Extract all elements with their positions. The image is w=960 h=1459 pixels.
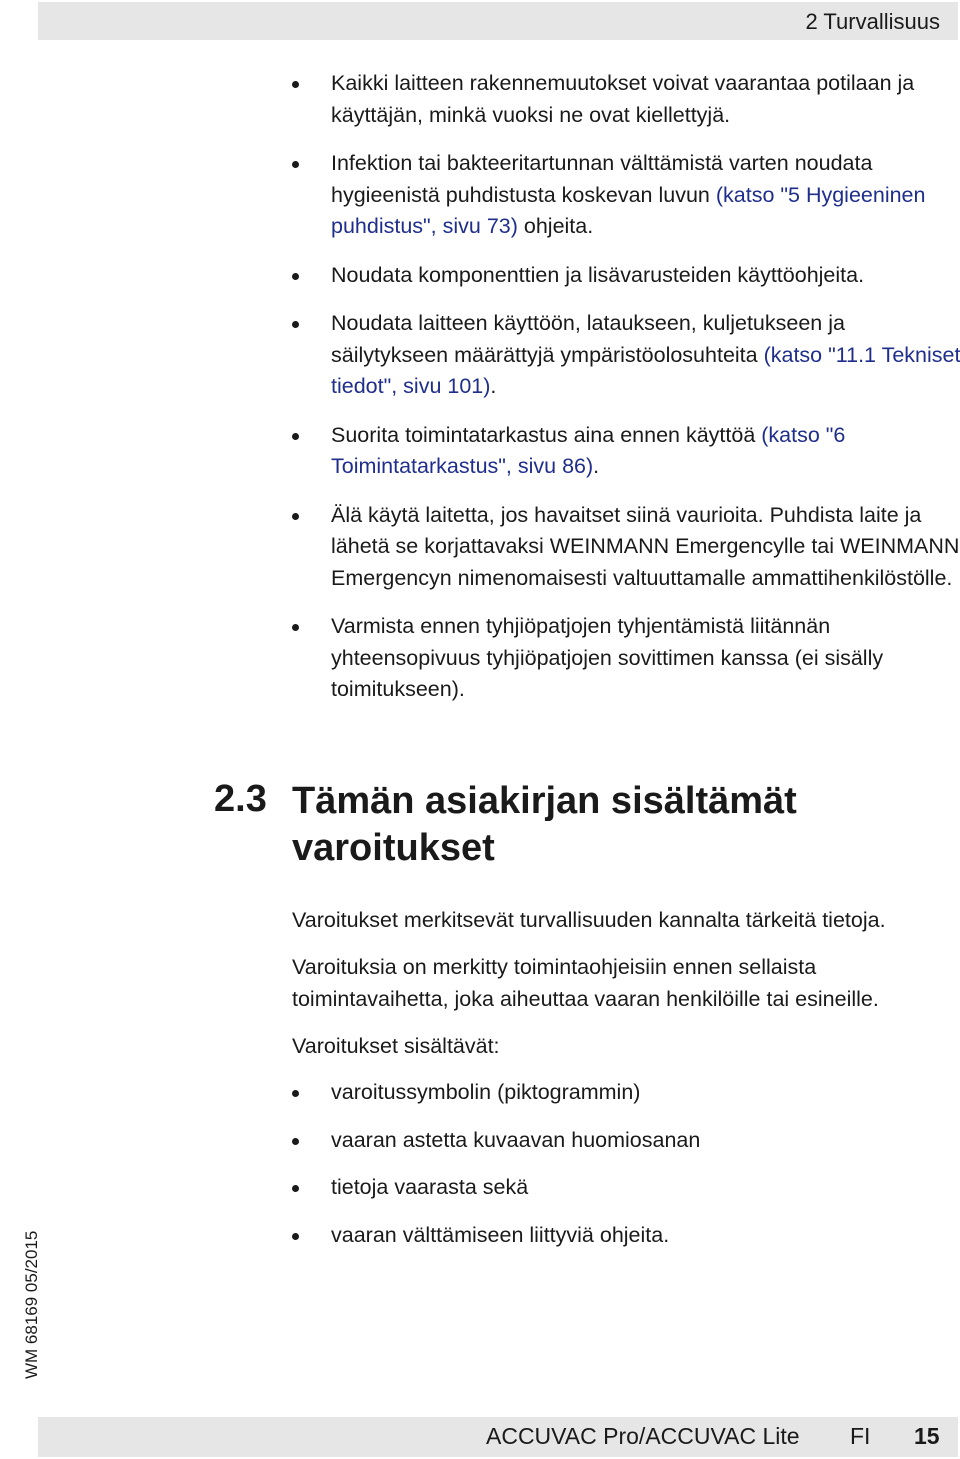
cross-reference-link[interactable]: (katso "6 Toimintatarkastus", sivu 86) bbox=[331, 422, 846, 478]
list-item: Älä käytä laitetta, jos havaitset siinä vaurioita. Puhdista laite ja lähetä se korjattavaksi WEINMANN Emergencylle tai WEINMANN Emergencyn nimenomaisesti valtuuttamalle ammattihenkilöstölle. bbox=[0, 500, 960, 595]
paragraph: Varoitukset merkitsevät turvallisuuden kannalta tärkeitä tietoja. bbox=[292, 908, 886, 932]
list-item: Kaikki laitteen rakennemuutokset voivat vaarantaa potilaan ja käyttäjän, minkä vuoksi ne ovat kiellettyjä. bbox=[0, 68, 960, 131]
safety-bullet-list bbox=[0, 68, 960, 723]
cross-reference-link[interactable]: (katso "5 Hygieeninen puhdistus", sivu 73) bbox=[331, 182, 926, 238]
section-number: 2.3 bbox=[214, 778, 267, 820]
list-item: Suorita toimintatarkastus aina ennen käyttöä (katso "6 Toimintatarkastus", sivu 86). bbox=[0, 420, 960, 483]
header-bar bbox=[38, 2, 958, 40]
list-item: Noudata komponenttien ja lisävarusteiden käyttöohjeita. bbox=[0, 260, 960, 292]
warning-contents-list bbox=[0, 1077, 960, 1267]
list-item: vaaran välttämiseen liittyviä ohjeita. bbox=[0, 1220, 960, 1252]
list-item: Infektion tai bakteeritartunnan välttämistä varten noudata hygieenistä puhdistusta koskevan luvun (katso "5 Hygieeninen puhdistus", sivu 73) ohjeita. bbox=[0, 148, 960, 243]
list-item: Varmista ennen tyhjiöpatjojen tyhjentämistä liitännän yhteensopivuus tyhjiöpatjojen sovittimen kanssa (ei sisälly toimitukseen). bbox=[0, 611, 960, 706]
paragraph: Varoitukset sisältävät: bbox=[292, 1034, 500, 1058]
language-code: FI bbox=[850, 1423, 871, 1449]
list-item: vaaran astetta kuvaavan huomiosanan bbox=[0, 1125, 960, 1157]
list-item: tietoja vaarasta sekä bbox=[0, 1172, 960, 1204]
chapter-title: 2 Turvallisuus bbox=[805, 9, 940, 34]
footer-bar bbox=[38, 1417, 958, 1457]
list-item: varoitussymbolin (piktogrammin) bbox=[0, 1077, 960, 1109]
product-name: ACCUVAC Pro/ACCUVAC Lite bbox=[486, 1423, 800, 1449]
list-item: Noudata laitteen käyttöön, lataukseen, kuljetukseen ja säilytykseen määrättyjä ympäristöolosuhteita (katso "11.1 Tekniset tiedot", sivu 101). bbox=[0, 308, 960, 403]
section-heading: Tämän asiakirjan sisältämät varoitukset bbox=[292, 780, 797, 869]
paragraph: Varoituksia on merkitty toimintaohjeisiin ennen sellaista toimintavaihetta, joka aiheuttaa vaaran henkilöille tai esineille. bbox=[292, 955, 879, 1011]
cross-reference-link[interactable]: (katso "11.1 Tekniset tiedot", sivu 101) bbox=[331, 342, 960, 398]
page-number: 15 bbox=[914, 1423, 940, 1449]
document-code: WM 68169 05/2015 bbox=[22, 1230, 41, 1379]
